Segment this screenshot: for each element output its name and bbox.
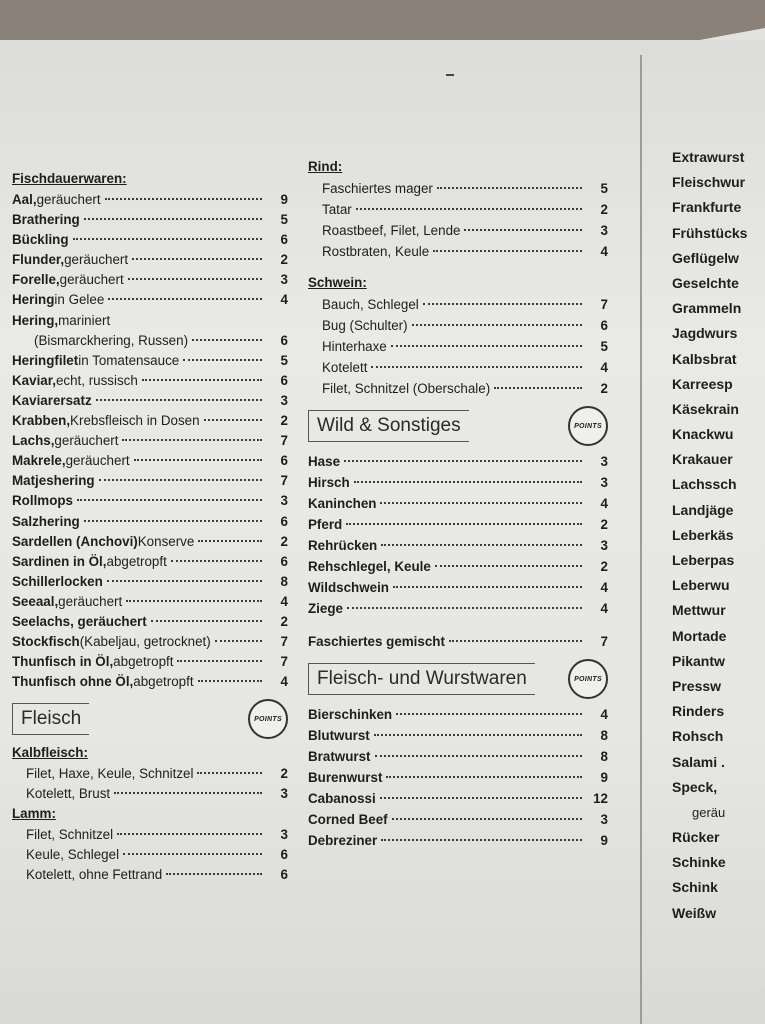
item-name: Schillerlocken [12,573,103,589]
item-points: 9 [600,770,608,785]
item-points: 3 [600,812,608,827]
list-item [308,451,608,472]
list-item: Schinke [672,854,726,871]
item-points: 3 [280,826,288,842]
item-points: 7 [280,433,288,449]
item-points: 3 [280,786,288,802]
column-left [12,170,288,885]
leader-dots [380,797,582,799]
item-points: 7 [600,297,608,312]
item-name: Thunfisch in Öl, [12,654,114,670]
item-points: 7 [280,634,288,650]
list-item [12,230,288,250]
item-name: Heringfilet [12,352,79,368]
leader-dots [108,298,262,300]
leader-dots [344,460,582,462]
list-item: Geflügelw [672,249,739,266]
list-item [12,391,288,411]
list-item [12,411,288,431]
item-name: Hering, [12,312,59,328]
item-name: Seelachs, geräuchert [12,613,147,629]
item-note: abgetropft [106,553,167,569]
leader-dots [437,187,582,189]
item-note: geräuchert [54,433,119,449]
item-name: Kaviar, [12,372,56,388]
list-item: Pikantw [672,652,725,669]
item-name: Ziege [308,601,343,616]
leader-dots [391,345,582,347]
list-item [12,784,288,804]
leader-dots [84,218,262,220]
list-item [308,631,608,652]
list-item [12,471,288,491]
leader-dots [423,303,582,305]
item-name: Kotelett, Brust [26,786,111,802]
list-item: Rohsch [672,728,724,745]
item-points: 2 [600,559,608,574]
list-item [12,865,288,885]
list-item: Fleischwur [672,174,746,191]
item-points: 2 [280,533,288,549]
list-item: Frankfurte [672,199,742,216]
leader-dots [215,640,262,642]
section-fleisch [12,702,288,736]
item-name: Matjeshering [12,473,95,489]
list-item [12,210,288,230]
item-points: 3 [280,272,288,288]
item-name: Kaninchen [308,496,377,511]
wurst-list [308,704,608,851]
list-item: Salami . [672,753,725,770]
list-item: Pressw [672,677,722,694]
leader-dots [99,479,262,481]
item-name: Bückling [12,232,69,248]
list-item [308,514,608,535]
list-item [12,331,288,351]
item-name: Filet, Schnitzel [26,826,114,842]
item-note: Konserve [137,533,195,549]
list-item: Landjäge [672,501,734,518]
item-points: 2 [600,517,608,532]
item-points: 4 [600,707,608,722]
list-item [12,592,288,612]
list-item [12,572,288,592]
list-item [12,632,288,652]
leader-dots [183,359,262,361]
item-name: Krabben, [12,413,71,429]
wurst-list-continued [672,145,765,926]
item-points: 5 [600,339,608,354]
leader-dots [464,229,582,231]
leader-dots [356,208,582,210]
points-logo-icon: POINTS [568,406,608,446]
list-item: Speck, [672,778,718,795]
list-item [308,725,608,746]
item-points: 6 [280,372,288,388]
item-points: 4 [600,360,608,375]
heading-schwein: Schwein: [308,275,367,290]
item-name: Cabanossi [308,791,376,806]
heading-lamm: Lamm: [12,805,56,821]
item-name: Lachs, [12,433,55,449]
leader-dots [449,640,582,642]
item-points: 6 [280,513,288,529]
item-name: Kotelett [322,360,368,375]
leader-dots [96,399,262,401]
leader-dots [381,544,582,546]
list-item [308,598,608,619]
item-name: Bierschinken [308,707,393,722]
item-name: Blutwurst [308,728,370,743]
item-points: 7 [280,654,288,670]
item-name: Kotelett, ohne Fettrand [26,866,163,882]
leader-dots [166,873,262,875]
item-points: 6 [600,318,608,333]
heading-kalbfleisch: Kalbfleisch: [12,745,88,761]
item-note: geräuchert [65,453,130,469]
leader-dots [77,499,262,501]
item-points: 4 [600,496,608,511]
section-wild [308,409,608,443]
item-note: mariniert [58,312,111,328]
page-fold [640,55,642,1024]
list-item [308,178,608,199]
list-item [12,652,288,672]
list-item [308,493,608,514]
section-title: Wild & Sonstiges [308,410,469,442]
item-name: Hase [308,454,341,469]
leader-dots [126,600,262,602]
item-note: in Gelee [54,292,105,308]
item-note: geräuchert [64,252,129,268]
list-item [308,809,608,830]
list-item: Lachssch [672,476,737,493]
fisch-list [12,190,288,692]
item-note: echt, russisch [55,372,138,388]
item-points: 4 [600,580,608,595]
item-name: Keule, Schlegel [26,846,120,862]
list-item [12,672,288,692]
list-item [308,704,608,725]
kalb-list [12,764,288,804]
item-points: 6 [280,846,288,862]
list-item [12,351,288,371]
item-points: 6 [280,453,288,469]
list-item: Weißw [672,904,717,921]
item-name: Rostbraten, Keule [322,244,430,259]
list-item [12,552,288,572]
list-item [308,535,608,556]
item-points: 4 [600,601,608,616]
item-name: Seeaal, [12,593,59,609]
list-item: Grammeln [672,300,742,317]
leader-dots [386,776,582,778]
item-points: 3 [600,223,608,238]
leader-dots [197,772,262,774]
list-item [308,315,608,336]
list-item: Schink [672,879,718,896]
leader-dots [177,660,262,662]
item-name: Salzhering [12,513,80,529]
leader-dots [84,520,262,522]
list-item [12,532,288,552]
item-points: 9 [600,833,608,848]
leader-dots [73,238,262,240]
item-name: Forelle, [12,272,60,288]
item-points: 8 [600,728,608,743]
item-note: geräuchert [59,272,124,288]
list-item [308,577,608,598]
list-item: Karreesp [672,375,733,392]
leader-dots [142,379,262,381]
list-item [12,491,288,511]
item-points: 2 [280,613,288,629]
item-name: Makrele, [12,453,66,469]
list-item [12,764,288,784]
item-points: 2 [600,381,608,396]
item-points: 8 [280,573,288,589]
item-note: in Tomatensauce [78,352,180,368]
column-right-cropped [672,145,765,926]
list-item [308,336,608,357]
leader-dots [107,580,262,582]
leader-dots [381,839,582,841]
list-item [308,357,608,378]
leader-dots [347,607,582,609]
list-item [308,378,608,399]
list-item: Rücker [672,829,720,846]
list-item [12,612,288,632]
list-item [308,746,608,767]
section-title: Fleisch [12,703,89,735]
leader-dots [114,792,262,794]
item-points: 6 [280,332,288,348]
list-item [12,825,288,845]
list-item [12,431,288,451]
leader-dots [204,419,262,421]
item-note: abgetropft [113,654,174,670]
item-name: Hirsch [308,475,350,490]
leader-dots [132,258,262,260]
item-note: geräuchert [58,593,123,609]
points-logo-icon: POINTS [248,699,288,739]
item-points: 4 [600,244,608,259]
list-item: Käsekrain [672,400,739,417]
item-points: 6 [280,866,288,882]
item-note: (Bismarckhering, Russen) [34,332,189,348]
item-points: 6 [280,232,288,248]
points-logo-icon: POINTS [568,659,608,699]
item-name: Hering [12,292,55,308]
list-item [12,290,288,310]
item-points: 4 [280,674,288,690]
list-item [308,199,608,220]
list-item: Frühstücks [672,224,748,241]
item-name: Filet, Schnitzel (Oberschale) [322,381,491,396]
item-points: 5 [280,352,288,368]
list-item [308,788,608,809]
leader-dots [371,366,582,368]
leader-dots [433,250,582,252]
item-name: Pferd [308,517,343,532]
item-name: Hinterhaxe [322,339,387,354]
item-name: Rollmops [12,493,74,509]
item-points: 6 [280,553,288,569]
leader-dots [354,481,582,483]
list-item: geräu [692,804,726,820]
rind-list [308,178,608,262]
item-name: Rehschlegel, Keule [308,559,431,574]
item-note: Krebsfleisch in Dosen [70,413,200,429]
item-name: Brathering [12,212,80,228]
list-item [308,220,608,241]
item-name: Aal, [12,192,37,207]
item-points: 3 [280,493,288,509]
leader-dots [171,560,262,562]
leader-dots [396,713,582,715]
item-name: Burenwurst [308,770,383,785]
item-name: Rehrücken [308,538,378,553]
item-points: 3 [600,454,608,469]
leader-dots [117,833,262,835]
leader-dots [494,387,582,389]
item-name: Sardellen (Anchovi) [12,533,138,549]
item-name: Kaviarersatz [12,392,92,408]
item-points: 5 [600,181,608,196]
leader-dots [435,565,582,567]
leader-dots [346,523,582,525]
item-points: 3 [600,475,608,490]
item-name: Corned Beef [308,812,388,827]
leader-dots [392,818,582,820]
list-item [12,250,288,270]
leader-dots [198,540,262,542]
item-name: Bug (Schulter) [322,318,408,333]
leader-dots [192,339,262,341]
list-item: Mortade [672,627,727,644]
leader-dots [123,853,262,855]
list-item [12,845,288,865]
heading-fischdauerwaren: Fischdauerwaren: [12,171,127,186]
list-item [12,512,288,532]
list-item: Leberkäs [672,526,734,543]
item-name: Filet, Haxe, Keule, Schnitzel [26,766,194,782]
list-item [308,830,608,851]
leader-dots [122,439,262,441]
item-name: Thunfisch ohne Öl, [12,674,134,690]
section-title: Fleisch- und Wurstwaren [308,663,535,695]
list-item [308,472,608,493]
column-middle [308,158,608,851]
item-note: abgetropft [133,674,194,690]
leader-dots [375,755,582,757]
list-item: Extrawurst [672,149,745,165]
item-points: 7 [280,473,288,489]
item-name: Bauch, Schlegel [322,297,419,312]
list-item [12,311,288,331]
item-points: 2 [600,202,608,217]
item-name: Tatar [322,202,352,217]
item-name: Sardinen in Öl, [12,553,107,569]
list-item [308,241,608,262]
list-item: Jagdwurs [672,325,738,342]
item-name: Debreziner [308,833,378,848]
leader-dots [151,620,262,622]
item-points: 2 [280,413,288,429]
list-item: Mettwur [672,602,726,619]
item-name: Bratwurst [308,749,371,764]
item-name: Stockfisch [12,634,80,650]
item-note: geräuchert [36,192,101,207]
leader-dots [393,586,582,588]
list-item [308,294,608,315]
list-item: Leberpas [672,552,735,568]
leader-dots [128,278,262,280]
item-points: 4 [280,593,288,609]
leader-dots [134,459,262,461]
list-item [12,270,288,290]
list-item: Knackwu [672,426,734,443]
item-name: Flunder, [12,252,65,268]
leader-dots [380,502,582,504]
item-note: (Kabeljau, getrocknet) [79,634,211,650]
list-item [12,451,288,471]
list-item: Krakauer [672,451,733,468]
item-points: 8 [600,749,608,764]
wild-list [308,451,608,619]
list-item: Rinders [672,703,725,720]
list-item [308,767,608,788]
item-points: 9 [280,192,288,207]
list-item: Geselchte [672,274,739,291]
item-points: 3 [280,392,288,408]
heading-rind: Rind: [308,159,343,174]
list-item [12,371,288,391]
item-points: 5 [280,212,288,228]
list-item: Kalbsbrat [672,350,737,367]
item-points: 2 [280,766,288,782]
item-name: Roastbeef, Filet, Lende [322,223,461,238]
list-item: Leberwu [672,577,730,594]
item-points: 2 [280,252,288,268]
section-wurst [308,662,608,696]
item-points: 12 [593,791,608,806]
item-name: Wildschwein [308,580,389,595]
leader-dots [105,198,262,200]
item-points: 3 [600,538,608,553]
leader-dots [374,734,582,736]
leader-dots [198,680,262,682]
schwein-list [308,294,608,399]
item-name: Faschiertes mager [322,181,433,196]
list-item [12,190,288,210]
item-name: Faschiertes gemischt [308,634,445,649]
list-item [308,556,608,577]
lamm-list [12,825,288,885]
print-mark [446,74,454,76]
item-points: 7 [600,634,608,649]
leader-dots [412,324,582,326]
item-points: 4 [280,292,288,308]
